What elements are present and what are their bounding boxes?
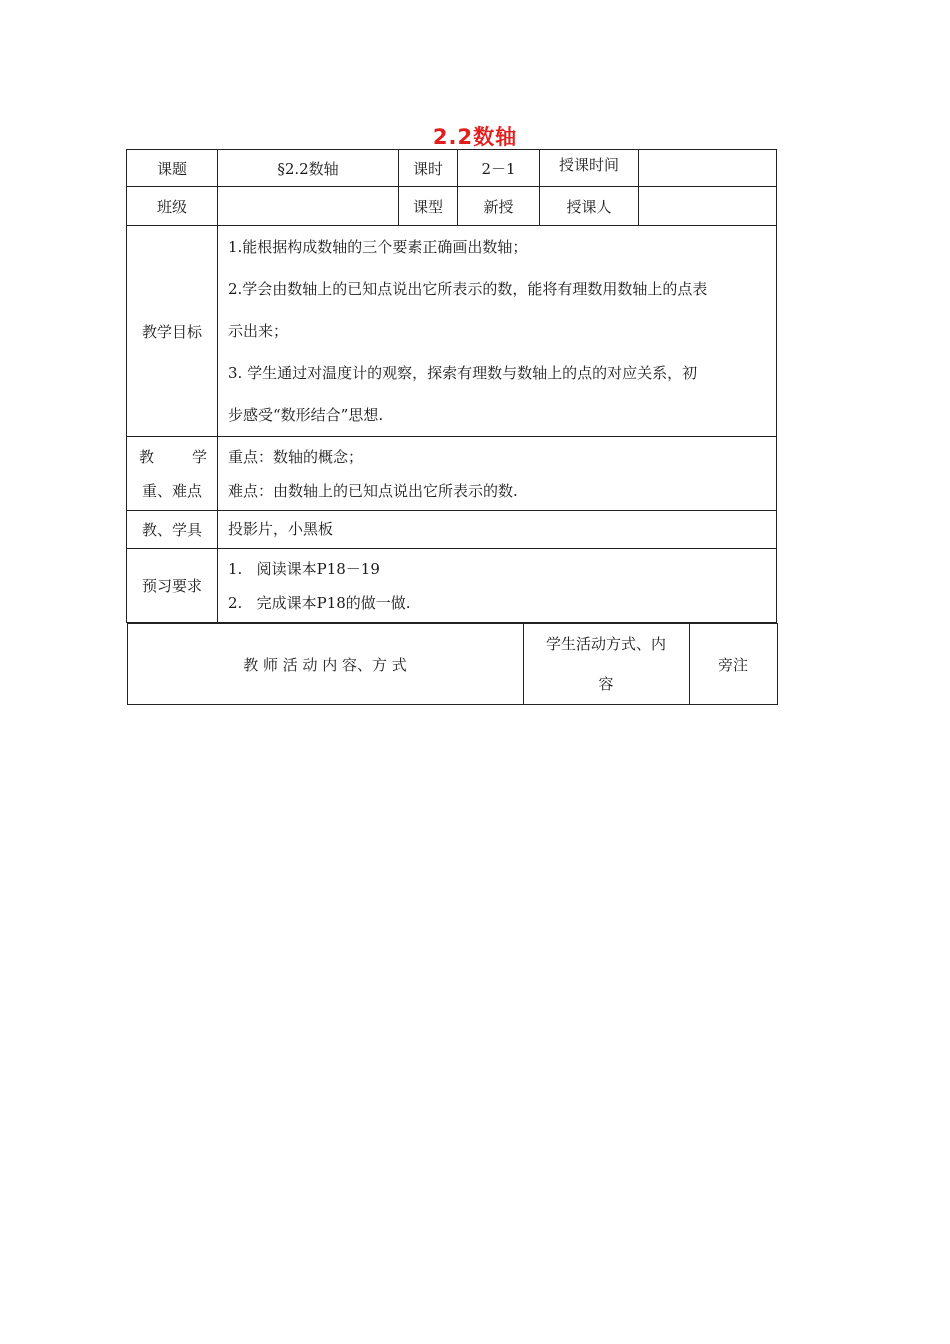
time-label: 授课时间 — [540, 150, 639, 187]
preview-item-1: 1. 阅读课本P18－19 — [228, 559, 380, 578]
topic-value: §2.2数轴 — [218, 150, 399, 187]
key-points-row — [127, 437, 777, 511]
objective-line-4: 3. 学生通过对温度计的观察，探索有理数与数轴上的点的对应关系，初 — [228, 364, 698, 382]
tools-value: 投影片，小黑板 — [228, 520, 334, 538]
teacher-activity-header — [127, 624, 523, 705]
preview-row — [127, 549, 777, 623]
difficulty-point: 难点：由数轴上的已知点说出它所表示的数. — [228, 481, 518, 500]
topic-label: 课题 — [127, 150, 218, 187]
period-value: 2－1 — [458, 150, 540, 187]
key-points-label-b: 学 — [191, 447, 207, 466]
activity-header-table — [127, 623, 778, 705]
document-title: 2.2数轴 — [432, 125, 518, 149]
activity-header-row — [127, 623, 777, 706]
objective-line-5: 步感受“数形结合”思想. — [228, 406, 384, 424]
key-points-label-line2: 重、难点 — [141, 481, 202, 500]
class-label: 班级 — [127, 187, 218, 226]
preview-content — [218, 549, 777, 623]
lesson-plan-table — [126, 149, 777, 705]
time-value — [639, 150, 777, 187]
type-value: 新授 — [458, 187, 540, 226]
tools-label: 教、学具 — [127, 511, 218, 549]
objective-line-2: 2.学会由数轴上的已知点说出它所表示的数，能将有理数用数轴上的点表 — [228, 280, 708, 298]
preview-item-2: 2. 完成课本P18的做一做. — [228, 593, 411, 612]
header-row-1 — [127, 150, 777, 187]
type-label: 课型 — [399, 187, 458, 226]
objectives-content — [218, 226, 777, 437]
key-points-label — [127, 437, 218, 511]
header-row-2 — [127, 187, 777, 226]
student-activity-line-1: 学生活动方式、内 — [545, 635, 666, 653]
preview-label: 预习要求 — [127, 549, 218, 623]
class-value — [218, 187, 399, 226]
period-label: 课时 — [399, 150, 458, 187]
objectives-label: 教学目标 — [127, 226, 218, 437]
objective-line-3: 示出来； — [228, 322, 289, 340]
tools-content — [218, 511, 777, 549]
objectives-row — [127, 226, 777, 437]
teacher-activity-label: 教 师 活 动 内 容、方 式 — [243, 655, 407, 674]
teacher-value — [639, 187, 777, 226]
teacher-label: 授课人 — [540, 187, 639, 226]
student-activity-header — [523, 624, 689, 705]
key-points-content — [218, 437, 777, 511]
key-points-label-a: 教 — [139, 447, 155, 466]
notes-header: 旁注 — [689, 624, 777, 705]
student-activity-line-2: 容 — [598, 675, 614, 693]
focus-point: 重点：数轴的概念； — [228, 447, 364, 466]
activity-header-wrapper — [127, 623, 777, 706]
objective-line-1: 1.能根据构成数轴的三个要素正确画出数轴； — [228, 238, 528, 256]
tools-row — [127, 511, 777, 549]
